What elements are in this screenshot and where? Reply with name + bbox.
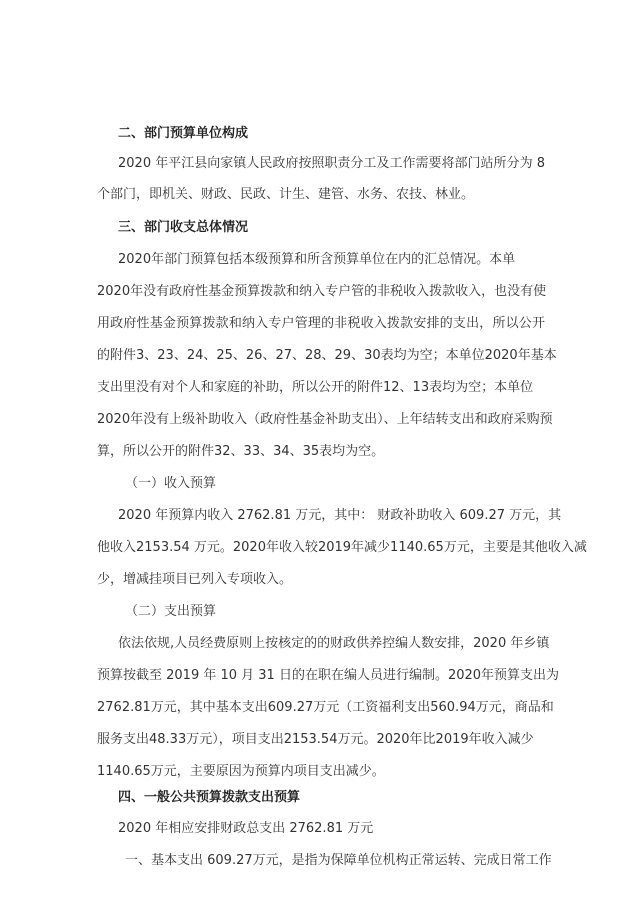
section-heading-4: 四、一般公共预算拨款支出预算 — [118, 790, 301, 805]
paragraph-line: 预算按截至 2019 年 10 月 31 日的在职在编人员进行编制。2020年预算支出为 — [97, 668, 560, 683]
paragraph-line: 少，增减挂项目已列入专项收入。 — [97, 572, 293, 587]
paragraph-line: 用政府性基金预算拨款和纳入专户管理的非税收入拨款安排的支出，所以公开 — [97, 316, 545, 331]
paragraph-line: 的附件3、23、24、25、26、27、28、29、30表均为空；本单位2020年基本 — [97, 348, 557, 363]
section-heading-2: 二、部门预算单位构成 — [118, 126, 249, 141]
paragraph-line: 依法依规,人员经费原则上按核定的的财政供养控编人数安排，2020 年乡镇 — [118, 636, 550, 651]
paragraph-line: 2762.81万元，其中基本支出609.27万元（工资福利支出560.94万元，商品和 — [97, 700, 554, 715]
subheading-income-budget: （一）收入预算 — [125, 476, 217, 491]
paragraph-line: 一、基本支出 609.27万元，是指为保障单位机构正常运转、完成日常工作 — [125, 853, 552, 868]
paragraph-line: 2020年没有政府性基金预算拨款和纳入专户管的非税收入拨款收入，也没有使 — [97, 284, 547, 299]
paragraph-line: 服务支出48.33万元），项目支出2153.54万元。2020年比2019年收入减少 — [97, 732, 534, 747]
paragraph-line: 支出里没有对个人和家庭的补助，所以公开的附件12、13表均为空；本单位 — [97, 380, 534, 395]
paragraph-line: 算，所以公开的附件32、33、34、35表均为空。 — [97, 444, 385, 459]
subheading-expenditure-budget: （二）支出预算 — [125, 604, 217, 619]
paragraph-line: 2020 年相应安排财政总支出 2762.81 万元 — [118, 821, 374, 836]
paragraph-line: 1140.65万元，主要原因为预算内项目支出减少。 — [97, 764, 385, 779]
paragraph-line: 2020 年平江县向家镇人民政府按照职责分工及工作需要将部门站所分为 8 — [118, 156, 545, 171]
paragraph-line: 2020年没有上级补助收入（政府性基金补助支出）、上年结转支出和政府采购预 — [97, 412, 553, 427]
section-heading-3: 三、部门收支总体情况 — [118, 220, 249, 235]
paragraph-line: 2020 年预算内收入 2762.81 万元，其中： 财政补助收入 609.27 万元，其 — [118, 508, 562, 523]
paragraph-line: 个部门，即机关、财政、民政、计生、建管、水务、农技、林业。 — [97, 187, 475, 202]
paragraph-line: 他收入2153.54 万元。2020年收入较2019年减少1140.65万元，主要是其他收入减 — [97, 540, 587, 555]
paragraph-line: 2020年部门预算包括本级预算和所含预算单位在内的汇总情况。本单 — [118, 252, 516, 267]
